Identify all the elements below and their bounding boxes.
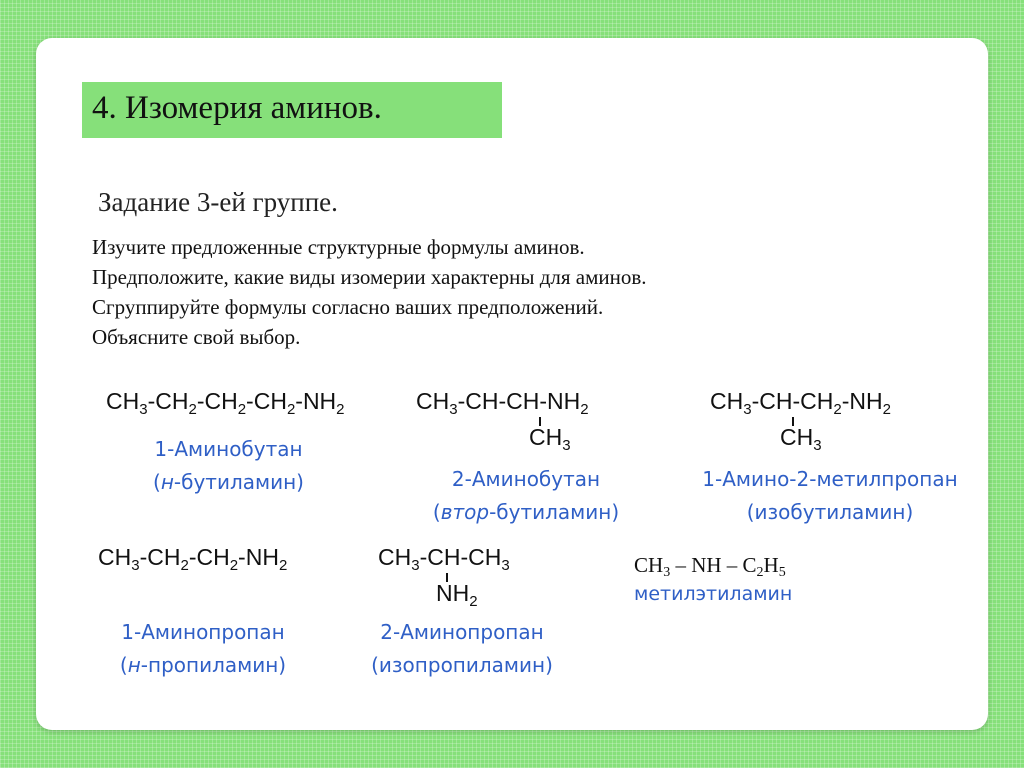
slide-subtitle: Задание 3-ей группе. <box>98 187 338 217</box>
structural-formula: $CH_3-CH-CH_3$ <box>378 544 510 574</box>
compound-trivial-name: (втор-бутиламин) <box>432 500 620 524</box>
trivial-rest: изопропиламин <box>378 653 546 677</box>
instruction-line: Изучите предложенные структурные формулы аминов. <box>92 235 585 259</box>
extra-formula: $CH_3$ – NH – $C_2H_5$ <box>634 553 786 580</box>
structural-formula: $CH_3-CH-CH_2-NH_2$ <box>710 388 891 418</box>
compound-systematic-name: 2-Аминопропан <box>380 620 544 644</box>
compound-card <box>362 542 562 682</box>
instructions-list <box>92 232 647 352</box>
slide <box>36 38 988 730</box>
compound-systematic-name: 1-Амино-2-метилпропан <box>702 467 958 491</box>
instruction-line: Предположите, какие виды изомерии характерны для аминов. <box>92 265 647 289</box>
substituent: $CH_3$ <box>780 424 822 454</box>
trivial-rest: -бутиламин <box>173 470 297 494</box>
instruction-line: Объясните свой выбор. <box>92 325 301 349</box>
instruction-line: Сгруппируйте формулы согласно ваших предположений. <box>92 295 604 319</box>
trivial-prefix: н <box>160 470 174 494</box>
compound-trivial-name: (н-бутиламин) <box>153 470 304 494</box>
substituent: $CH_3$ <box>529 424 571 454</box>
compound-systematic-name: 1-Аминобутан <box>154 437 303 461</box>
extra-compound-name: метилэтиламин <box>634 583 793 605</box>
slide-title: 4. Изомерия аминов. <box>92 90 382 126</box>
compound-card <box>106 386 351 499</box>
compound-systematic-name: 1-Аминопропан <box>121 620 285 644</box>
structural-formula: $CH_3-CH_2-CH_2-NH_2$ <box>98 544 288 574</box>
compound-trivial-name: (изопропиламин) <box>371 653 553 677</box>
compound-card <box>416 386 636 529</box>
compound-trivial-name: (н-пропиламин) <box>119 653 287 677</box>
structural-formula: $CH_3-CH-CH-NH_2$ <box>416 388 589 418</box>
structural-formula: $CH_3-CH_2-CH_2-CH_2-NH_2$ <box>106 388 345 418</box>
trivial-prefix: втор <box>440 500 490 524</box>
compound-systematic-name: 2-Аминобутан <box>451 467 601 491</box>
trivial-rest: -пропиламин <box>140 653 279 677</box>
compound-trivial-name: (изобутиламин) <box>746 500 914 524</box>
trivial-rest: изобутиламин <box>754 500 906 524</box>
compound-card <box>98 542 308 682</box>
title-box <box>82 82 502 138</box>
trivial-rest: -бутиламин <box>489 500 612 524</box>
trivial-prefix: н <box>127 653 141 677</box>
substituent: $NH_2$ <box>436 580 478 610</box>
compound-card <box>682 386 978 529</box>
